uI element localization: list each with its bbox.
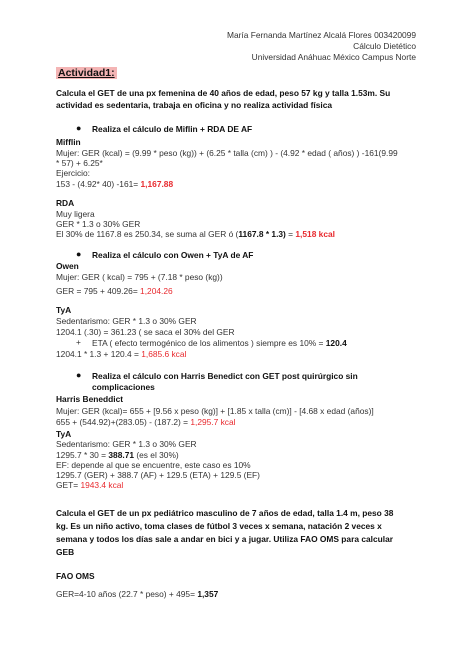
owen-bullet-title: Realiza el cálculo con Owen + TyA de AF [92,250,254,260]
author-line: María Fernanda Martínez Alcalá Flores 003420099 [226,30,416,40]
tya2-title: TyA [56,429,72,439]
harris-result: 1,295.7 kcal [190,417,236,427]
course-line: Cálculo Dietético [353,41,416,51]
tya2-line3: EF: depende al que se encuentre, este caso es 10% [56,460,251,470]
fao-title: FAO OMS [56,571,95,581]
harris-bullet-title-line1: Realiza el cálculo con Harris Benedict con GET post quirúrgico sin [92,371,358,381]
university-line: Universidad Anáhuac México Campus Norte [251,52,416,62]
owen-calc: GER = 795 + 409.26= 1,204.26 [56,286,173,296]
plus-bullet-icon: + [76,337,81,347]
rda-level: Muy ligera [56,209,95,219]
tya2-line1: Sedentarismo: GER * 1.3 o 30% GER [56,439,197,449]
bullet-icon: ● [76,370,82,380]
rda-calc: El 30% de 1167.8 es 250.34, se suma al GER ó (1167.8 * 1.3) = 1,518 kcal [56,229,335,239]
fao-calc: GER=4-10 años (22.7 * peso) + 495= 1,357 [56,589,219,599]
rda-title: RDA [56,198,75,208]
owen-formula: Mujer: GER ( kcal) = 795 + (7.18 * peso (kg)) [56,272,223,282]
mifflin-formula-line2: * 57) + 6.25* [56,158,103,168]
tya1-line2: 1204.1 (.30) = 361.23 ( se saca el 30% del GER [56,327,235,337]
mifflin-subtitle: Mifflin [56,137,81,147]
bullet-icon: ● [76,249,82,259]
case2-statement-line1: Calcula el GET de un px pediátrico masculino de 7 años de edad, talla 1.4 m, peso 38 [56,508,394,518]
harris-subtitle: Harris Beneddict [56,394,124,404]
tya2-get: GET= 1943.4 kcal [56,480,124,490]
fao-result: 1,357 [197,589,219,599]
tya1-final: 1204.1 * 1.3 + 120.4 = 1,685.6 kcal [56,349,187,359]
tya1-line1: Sedentarismo: GER * 1.3 o 30% GER [56,316,197,326]
harris-calc: 655 + (544.92)+(283.05) - (187.2) = 1,295.7 kcal [56,417,236,427]
tya2-result: 1943.4 kcal [80,480,124,490]
owen-subtitle: Owen [56,261,79,271]
mifflin-formula-line1: Mujer: GER (kcal) = (9.99 * peso (kg)) + (6.25 * talla (cm) ) - (4.92 * edad ( años) ) -161(9.99 [56,148,398,158]
rda-result: 1,518 kcal [295,229,335,239]
harris-formula: Mujer: GER (kcal)= 655 + [9.56 x peso (kg)] + [1.85 x talla (cm)] - [4.68 x edad (años)] [56,406,374,416]
bullet-icon: ● [76,123,82,133]
harris-bullet-title-line2: complicaciones [92,382,155,392]
tya1-eta: ETA ( efecto termogénico de los alimentos ) siempre es 10% = 120.4 [92,338,347,348]
case2-statement-line3: semana y todos los días sale a andar en bici y a jugar. Utiliza FAO OMS para calcular [56,534,393,544]
case2-statement-line4: GEB [56,547,75,557]
tya2-line2: 1295.7 * 30 = 388.71 (es el 30%) [56,450,179,460]
tya1-title: TyA [56,305,72,315]
tya1-result: 1,685.6 kcal [141,349,187,359]
activity-title: Actividad1: [58,67,115,79]
tya2-line4: 1295.7 (GER) + 388.7 (AF) + 129.5 (ETA) + 129.5 (EF) [56,470,260,480]
mifflin-bullet-title: Realiza el cálculo de Miflin + RDA DE AF [92,124,253,134]
mifflin-ejercicio-label: Ejercicio: [56,168,90,178]
case1-statement-line2: actividad es sedentaria, trabaja en oficina y no realiza actividad física [56,100,333,110]
mifflin-result: 1,167.88 [140,179,174,189]
rda-formula: GER * 1.3 o 30% GER [56,219,141,229]
case2-statement-line2: kg. Es un niño activo, toma clases de fútbol 3 veces x semana, natación 2 veces x [56,521,382,531]
mifflin-calc: 153 - (4.92* 40) -161= 1,167.88 [56,179,174,189]
case1-statement-line1: Calcula el GET de una px femenina de 40 años de edad, peso 57 kg y talla 1.53m. Su [56,88,391,98]
owen-result: 1,204.26 [140,286,173,296]
